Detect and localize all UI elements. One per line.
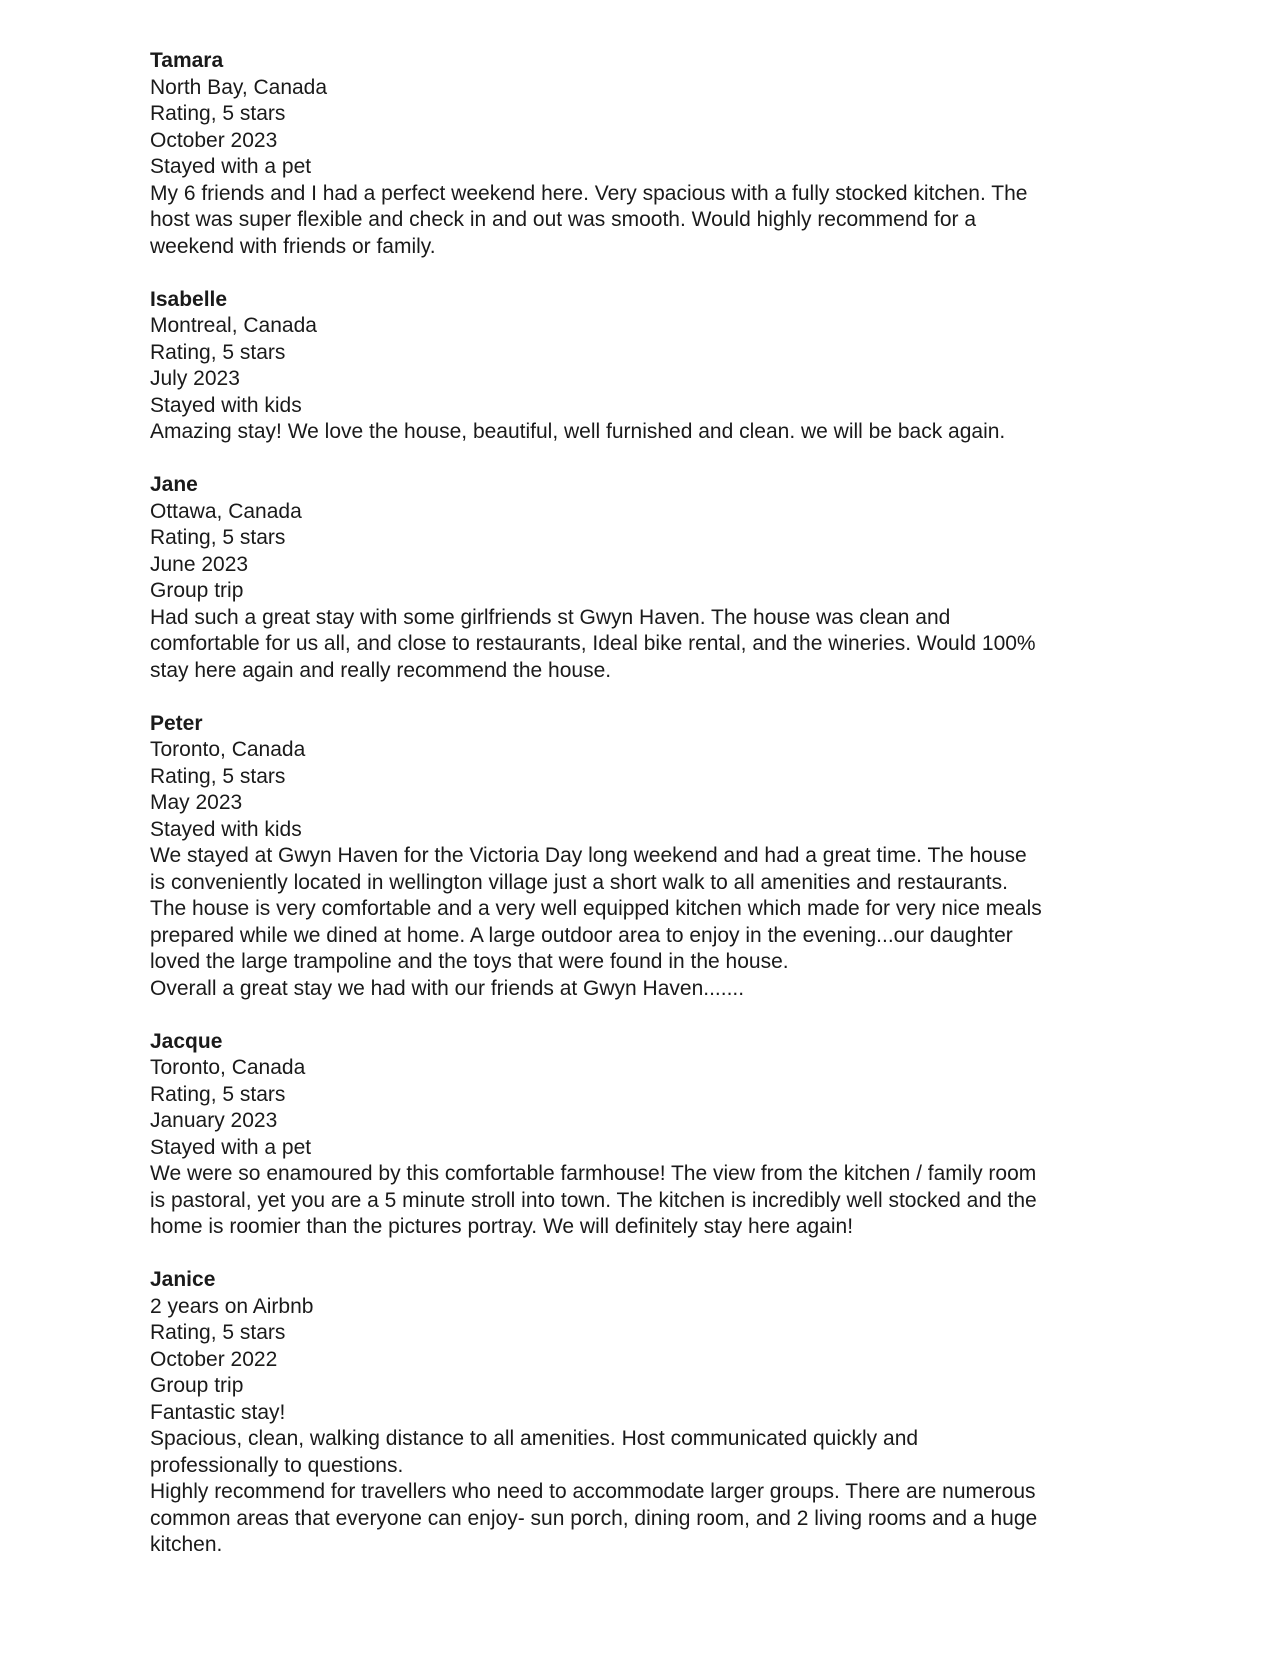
review-text	[150, 1161, 1150, 1241]
review-text-line: comfortable for us all, and close to restaurants, Ideal bike rental, and the wineries. Would 100%	[150, 632, 1036, 655]
review-text	[150, 843, 1150, 1002]
review-peter	[150, 711, 1150, 1003]
review-text-line: Fantastic stay!	[150, 1400, 286, 1424]
review-isabelle	[150, 287, 1150, 446]
trip-type: Stayed with a pet	[150, 1135, 312, 1159]
review-text	[150, 419, 1150, 446]
review-rating: Rating, 5 stars	[150, 526, 286, 549]
review-rating: Rating, 5 stars	[150, 102, 286, 125]
trip-type: Group trip	[150, 579, 244, 602]
review-text-line: We were so enamoured by this comfortable farmhouse! The view from the kitchen / family room	[150, 1162, 1037, 1185]
review-text-line: home is roomier than the pictures portray. We will definitely stay here again!	[150, 1215, 854, 1238]
review-date: October 2022	[150, 1347, 278, 1371]
review-text-line: Amazing stay! We love the house, beautiful, well furnished and clean. we will be back again.	[150, 420, 1006, 443]
reviewer-name: Jacque	[150, 1029, 223, 1053]
review-tamara	[150, 48, 1150, 260]
review-rating: Rating, 5 stars	[150, 1321, 286, 1344]
review-date: May 2023	[150, 791, 243, 814]
review-date: October 2023	[150, 128, 278, 152]
reviews-document	[150, 48, 1150, 1585]
review-date: January 2023	[150, 1109, 278, 1132]
review-text-line: is conveniently located in wellington village just a short walk to all amenities and restaurants.	[150, 870, 1008, 894]
reviewer-name: Tamara	[150, 49, 224, 72]
review-date: June 2023	[150, 552, 249, 576]
reviewer-name: Isabelle	[150, 287, 228, 311]
review-text-line: stay here again and really recommend the house.	[150, 658, 612, 682]
reviewer-location: Toronto, Canada	[150, 1056, 306, 1079]
review-text-line: weekend with friends or family.	[150, 234, 436, 258]
review-rating: Rating, 5 stars	[150, 1082, 286, 1106]
review-rating: Rating, 5 stars	[150, 764, 286, 788]
trip-type: Group trip	[150, 1374, 244, 1397]
reviewer-location: North Bay, Canada	[150, 75, 328, 99]
reviewer-location: Toronto, Canada	[150, 738, 306, 761]
review-text	[150, 605, 1150, 685]
review-text-line: Spacious, clean, walking distance to all amenities. Host communicated quickly and	[150, 1427, 919, 1450]
review-text-line: Highly recommend for travellers who need to accommodate larger groups. There are numerous	[150, 1480, 1036, 1503]
reviewer-name: Peter	[150, 711, 203, 735]
review-text-line: My 6 friends and I had a perfect weekend here. Very spacious with a fully stocked kitchen. The	[150, 181, 1028, 205]
review-text-line: is pastoral, yet you are a 5 minute stroll into town. The kitchen is incredibly well stocked and the	[150, 1188, 1037, 1212]
review-text-line: We stayed at Gwyn Haven for the Victoria Day long weekend and had a great time. The house	[150, 844, 1027, 867]
review-text-line: kitchen.	[150, 1533, 223, 1556]
review-jane	[150, 472, 1150, 684]
review-text	[150, 181, 1150, 261]
review-text-line: Overall a great stay we had with our friends at Gwyn Haven.......	[150, 976, 745, 1000]
review-rating: Rating, 5 stars	[150, 340, 286, 364]
trip-type: Stayed with a pet	[150, 155, 312, 178]
review-jacque	[150, 1029, 1150, 1241]
reviewer-location: 2 years on Airbnb	[150, 1294, 314, 1318]
review-text	[150, 1400, 1150, 1559]
reviewer-name: Janice	[150, 1268, 216, 1291]
review-text-line: loved the large trampoline and the toys that were found in the house.	[150, 950, 789, 973]
review-text-line: The house is very comfortable and a very well equipped kitchen which made for very nice meals	[150, 897, 1042, 920]
review-text-line: Had such a great stay with some girlfriends st Gwyn Haven. The house was clean and	[150, 605, 951, 629]
reviewer-location: Ottawa, Canada	[150, 499, 302, 523]
trip-type: Stayed with kids	[150, 817, 302, 841]
review-text-line: prepared while we dined at home. A large outdoor area to enjoy in the evening...our daughter	[150, 923, 1013, 947]
review-date: July 2023	[150, 367, 240, 390]
reviewer-name: Jane	[150, 473, 198, 496]
review-text-line: common areas that everyone can enjoy- sun porch, dining room, and 2 living rooms and a huge	[150, 1506, 1038, 1530]
review-janice	[150, 1267, 1150, 1559]
trip-type: Stayed with kids	[150, 393, 302, 417]
review-text-line: professionally to questions.	[150, 1453, 404, 1477]
review-text-line: host was super flexible and check in and out was smooth. Would highly recommend for a	[150, 208, 977, 231]
reviewer-location: Montreal, Canada	[150, 314, 317, 337]
